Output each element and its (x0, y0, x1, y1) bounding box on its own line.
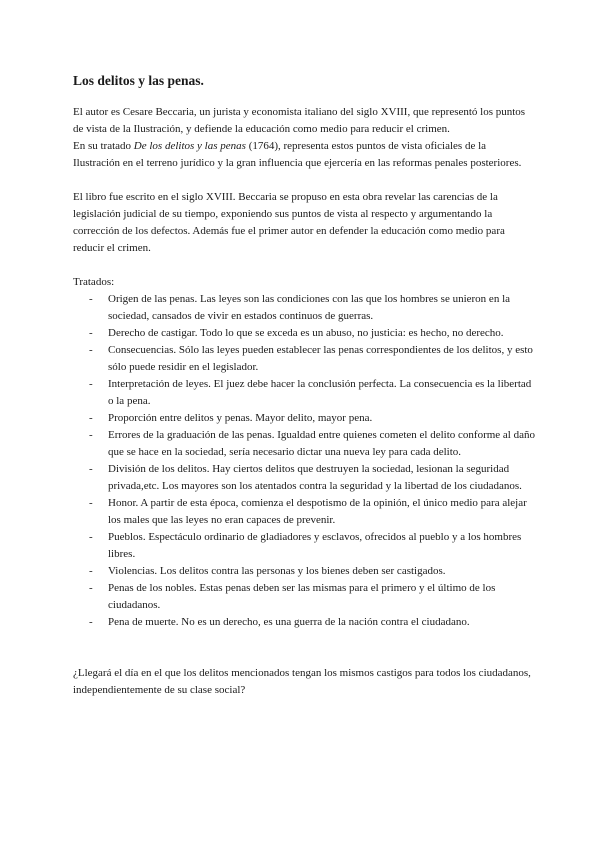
list-item-text: Violencias. Los delitos contra las personas y los bienes deben ser castigados. (108, 565, 446, 577)
list-item (73, 427, 535, 461)
intro-paragraph-author: El autor es Cesare Beccaria, un jurista y economista italiano del siglo XVIII, que representó los puntos de vista de la Ilustración, y defiende la educación como medio para reducir el crimen. (73, 106, 526, 135)
list-item-text: División de los delitos. Hay ciertos delitos que destruyen la sociedad, lesionan la seguridad privada,etc. Los mayores son los atentados contra la seguridad y la libertad de los ciudadanos. (108, 463, 522, 492)
list-item (73, 291, 535, 325)
list-item (73, 325, 535, 342)
treatise-text-before: En su tratado (73, 140, 134, 152)
bullet-dash: - (89, 616, 93, 628)
treatise-book-title: De los delitos y las penas (133, 140, 246, 152)
list-item (73, 563, 535, 580)
treatise-text-after: (1764), representa estos puntos de vista oficiales de la Ilustración en el terreno jurídico y la gran influencia que ejercería en las reformas penales posteriores. (73, 140, 522, 169)
list-item (73, 376, 535, 410)
bullet-dash: - (89, 327, 93, 339)
bullet-dash: - (89, 565, 93, 577)
bullet-dash: - (89, 531, 93, 543)
intro-paragraph-treatise (73, 138, 535, 172)
closing-question: ¿Llegará el día en el que los delitos mencionados tengan los mismos castigos para todos los ciudadanos, independientemente de su clase social? (73, 667, 531, 696)
bullet-dash: - (89, 293, 93, 305)
paragraph-gap (73, 257, 535, 274)
bullet-dash: - (89, 378, 93, 390)
list-item (73, 342, 535, 376)
bullet-dash: - (89, 582, 93, 594)
list-item-text: Errores de la graduación de las penas. Igualdad entre quienes cometen el delito conforme al daño que se hace en la sociedad, sería necesario dictar una nueva ley para cada delito. (108, 429, 535, 458)
list-item (73, 614, 535, 631)
bullet-dash: - (89, 463, 93, 475)
paragraph-gap (73, 172, 535, 189)
list-item-text: Proporción entre delitos y penas. Mayor delito, mayor pena. (108, 412, 373, 424)
list-item-text: Pueblos. Espectáculo ordinario de gladiadores y esclavos, ofrecidos al pueblo y a los hombres libres. (108, 531, 522, 560)
list-item (73, 580, 535, 614)
bullet-dash: - (89, 344, 93, 356)
list-item-text: Derecho de castigar. Todo lo que se exceda es un abuso, no justicia: es hecho, no derecho. (108, 327, 504, 339)
document-title: Los delitos y las penas. (73, 73, 204, 88)
list-item (73, 410, 535, 427)
list-item-text: Consecuencias. Sólo las leyes pueden establecer las penas correspondientes de los delitos, y esto sólo puede residir en el legislador. (108, 344, 533, 373)
list-item (73, 495, 535, 529)
treatises-list (73, 291, 535, 631)
bullet-dash: - (89, 429, 93, 441)
treatises-heading: Tratados: (73, 276, 115, 288)
list-item-text: Pena de muerte. No es un derecho, es una guerra de la nación contra el ciudadano. (108, 616, 470, 628)
list-item (73, 529, 535, 563)
list-item-text: Origen de las penas. Las leyes son las condiciones con las que los hombres se unieron en la sociedad, cansados de vivir en estados continuos de guerras. (108, 293, 511, 322)
bullet-dash: - (89, 412, 93, 424)
section-gap (73, 631, 535, 665)
list-item (73, 461, 535, 495)
book-paragraph: El libro fue escrito en el siglo XVIII. Beccaria se propuso en esta obra revelar las carencias de la legislación judicial de su tiempo, exponiendo sus puntos de vista al respecto y argumentando la corrección de los defectos. Además fue el primer autor en defender la educación como medio para reducir el crimen. (73, 191, 505, 254)
list-item-text: Honor. A partir de esta época, comienza el despotismo de la opinión, el único medio para alejar los males que las leyes no eran capaces de prevenir. (108, 497, 527, 526)
document-body (73, 72, 535, 699)
bullet-dash: - (89, 497, 93, 509)
list-item-text: Penas de los nobles. Estas penas deben ser las mismas para el primero y el último de los ciudadanos. (108, 582, 496, 611)
list-item-text: Interpretación de leyes. El juez debe hacer la conclusión perfecta. La consecuencia es la libertad o la pena. (108, 378, 532, 407)
